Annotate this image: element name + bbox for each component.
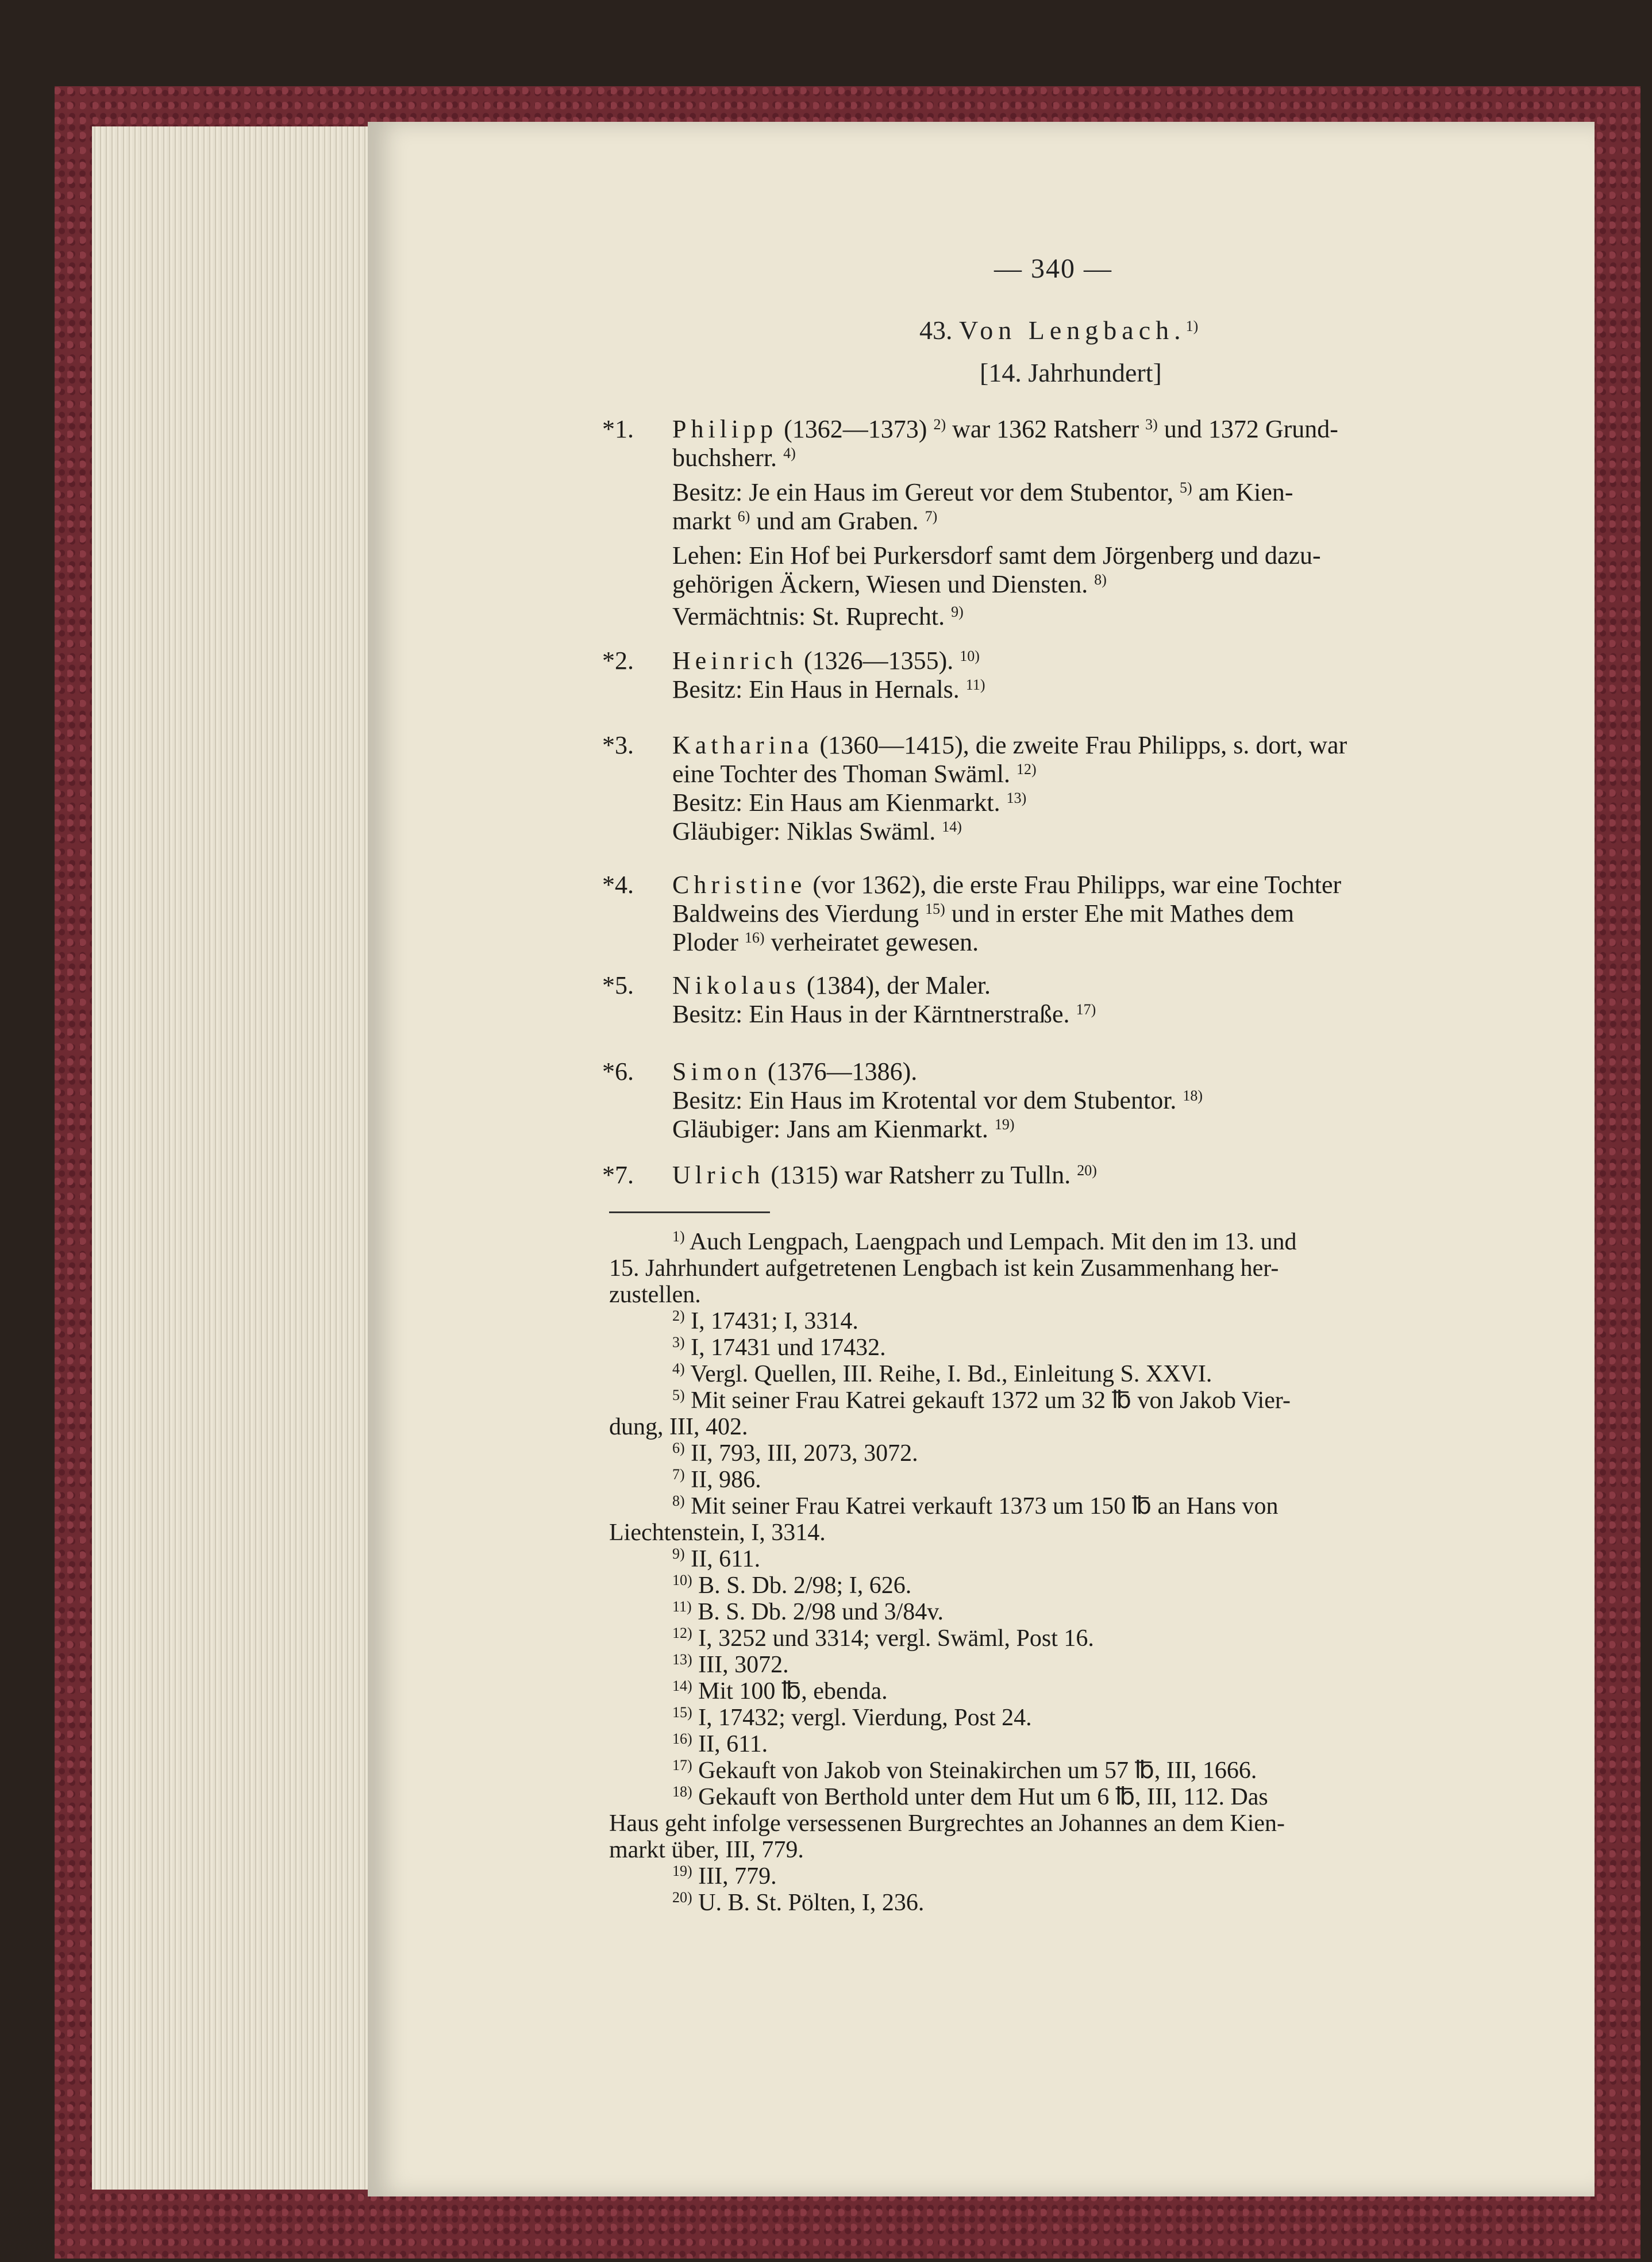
footnote-text: Mit seiner Frau Katrei gekauft 1372 um 32 ℔ von Jakob Vier- — [684, 1387, 1291, 1414]
footnote-number: 13) — [672, 1651, 692, 1668]
entry-text: (vor 1362), die erste Frau Philipps, war eine Tochter — [806, 871, 1342, 899]
entry-name: Katharina — [672, 731, 814, 759]
entry-text: gehörigen Äckern, Wiesen und Diensten. — [672, 570, 1088, 598]
footnote — [609, 1440, 1563, 1467]
footnote-continuation: zustellen. — [609, 1282, 701, 1308]
note-ref: 10) — [960, 648, 980, 664]
footnote-number: 8) — [672, 1492, 685, 1509]
footnote — [609, 1652, 1563, 1678]
footnote-text: III, 3072. — [692, 1652, 789, 1678]
entry-text: (1376—1386). — [761, 1057, 918, 1086]
entry-text: war 1362 Ratsherr — [946, 415, 1139, 443]
footnote-text: II, 793, III, 2073, 3072. — [684, 1440, 918, 1467]
entry-text: Besitz: Ein Haus am Kienmarkt. — [672, 788, 1000, 817]
heading-number: 43. — [919, 316, 953, 345]
note-ref: 12) — [1016, 761, 1037, 778]
entry-text: buchsherr. — [672, 444, 777, 472]
note-ref: 15) — [925, 901, 945, 917]
footnote — [609, 1863, 1563, 1890]
entry-text: und am Graben. — [750, 507, 919, 535]
note-ref: 4) — [783, 445, 796, 461]
footnote-text: Gekauft von Berthold unter dem Hut um 6 ℔, III, 112. Das — [692, 1784, 1268, 1810]
footnote-number: 20) — [672, 1889, 692, 1906]
footnote — [609, 1334, 1563, 1361]
footnote-continuation: markt über, III, 779. — [609, 1837, 804, 1863]
footnote-number: 7) — [672, 1466, 685, 1483]
heading-title: Von Lengbach. — [959, 316, 1186, 345]
entry-number: *7. — [602, 1161, 634, 1189]
entry-name: Ulrich — [672, 1161, 765, 1189]
footnote — [609, 1493, 1563, 1519]
footnote — [609, 1361, 1563, 1387]
footnote-text: B. S. Db. 2/98 und 3/84v. — [691, 1599, 944, 1625]
note-ref: 11) — [965, 676, 985, 693]
footnote — [609, 1599, 1563, 1625]
footnote — [609, 1572, 1563, 1599]
footnote-text: I, 17431 und 17432. — [684, 1334, 886, 1361]
entry-text: Ploder — [672, 928, 738, 956]
entry-text: Baldweins des Vierdung — [672, 899, 919, 928]
footnote-number: 6) — [672, 1440, 685, 1456]
entry-name: Nikolaus — [672, 971, 800, 999]
entry-name: Philipp — [672, 415, 778, 443]
footnote-number: 17) — [672, 1757, 692, 1774]
footnote — [609, 1678, 1563, 1705]
footnote-text: Mit seiner Frau Katrei verkauft 1373 um 150 ℔ an Hans von — [684, 1493, 1279, 1519]
entry-number: *5. — [602, 971, 634, 999]
entry-text: Gläubiger: Jans am Kienmarkt. — [672, 1115, 988, 1143]
footnote-text: III, 779. — [692, 1863, 777, 1890]
entry-text: (1384), der Maler. — [800, 971, 991, 999]
entry-text: (1360—1415), die zweite Frau Philipps, s. dort, war — [813, 731, 1347, 759]
footnote-text: II, 986. — [684, 1467, 761, 1493]
entry-simon — [592, 1057, 1563, 1144]
entry-nikolaus — [592, 971, 1563, 1029]
entry-text: und 1372 Grund- — [1157, 415, 1338, 443]
entry-text: markt — [672, 507, 731, 535]
footnote-continuation: Haus geht infolge versessenen Burgrechtes an Johannes an dem Kien- — [609, 1810, 1285, 1837]
entry-ulrich — [592, 1161, 1563, 1190]
section-heading — [919, 315, 1198, 345]
footnote — [609, 1387, 1563, 1414]
note-ref: 7) — [925, 508, 938, 525]
entry-text: (1326—1355). — [797, 647, 954, 675]
footnote-number: 5) — [672, 1387, 685, 1403]
entry-number: *1. — [602, 415, 634, 443]
footnote-text: Auch Lengpach, Laengpach und Lempach. Mit den im 13. und — [684, 1229, 1297, 1255]
note-ref: 5) — [1179, 479, 1192, 496]
footnote-text: I, 17432; vergl. Vierdung, Post 24. — [692, 1705, 1032, 1731]
footnote-number: 16) — [672, 1730, 692, 1747]
entry-text: Vermächtnis: St. Ruprecht. — [672, 602, 945, 630]
footnote-number: 14) — [672, 1678, 692, 1694]
entry-text: am Kien- — [1192, 478, 1293, 506]
footnote — [609, 1731, 1563, 1757]
entry-text: Lehen: Ein Hof bei Purkersdorf samt dem Jörgenberg und dazu- — [672, 541, 1321, 570]
entry-number: *3. — [602, 731, 634, 759]
note-ref: 17) — [1076, 1001, 1096, 1018]
footnote-number: 9) — [672, 1545, 685, 1562]
note-ref: 19) — [994, 1116, 1015, 1133]
footnote-text: U. B. St. Pölten, I, 236. — [692, 1890, 925, 1916]
footnote-text: Vergl. Quellen, III. Reihe, I. Bd., Einleitung S. XXVI. — [684, 1361, 1212, 1387]
entry-text: Besitz: Je ein Haus im Gereut vor dem Stubentor, — [672, 478, 1173, 506]
footnote — [609, 1546, 1563, 1572]
entry-text: (1362—1373) — [784, 415, 927, 443]
entry-text: Besitz: Ein Haus in Hernals. — [672, 675, 960, 703]
footnote — [609, 1705, 1563, 1731]
footnote-number: 1) — [672, 1228, 685, 1245]
footnote-text: B. S. Db. 2/98; I, 626. — [692, 1572, 912, 1599]
century-label: [14. Jahrhundert] — [980, 358, 1162, 387]
footnote-number: 18) — [672, 1783, 692, 1800]
footnote — [609, 1757, 1563, 1784]
note-ref: 2) — [933, 416, 946, 433]
footnote — [609, 1467, 1563, 1493]
footnote-text: Gekauft von Jakob von Steinakirchen um 57 ℔, III, 1666. — [692, 1757, 1257, 1784]
footnote-rule — [609, 1211, 770, 1213]
page-edges — [92, 126, 392, 2190]
note-ref: 18) — [1183, 1087, 1203, 1104]
heading-note: 1) — [1185, 318, 1199, 334]
entry-heinrich — [592, 647, 1563, 704]
footnote-continuation: Liechtenstein, I, 3314. — [609, 1519, 826, 1546]
entry-text: Besitz: Ein Haus im Krotental vor dem Stubentor. — [672, 1086, 1177, 1114]
entry-name: Heinrich — [672, 647, 798, 675]
entry-christine — [592, 871, 1563, 957]
entry-text: verheiratet gewesen. — [764, 928, 979, 956]
footnote-number: 12) — [672, 1625, 692, 1641]
entry-text: Gläubiger: Niklas Swäml. — [672, 817, 936, 845]
footnote-number: 2) — [672, 1307, 685, 1324]
footnotes — [609, 1229, 1563, 1916]
note-ref: 3) — [1145, 416, 1158, 433]
note-ref: 6) — [737, 508, 750, 525]
entry-text: (1315) war Ratsherr zu Tulln. — [764, 1161, 1071, 1189]
entry-philipp — [592, 415, 1563, 631]
footnote-number: 19) — [672, 1863, 692, 1879]
footnote-number: 15) — [672, 1704, 692, 1721]
footnote-text: II, 611. — [684, 1546, 761, 1572]
entry-number: *4. — [602, 871, 634, 899]
footnote-text: Mit 100 ℔, ebenda. — [692, 1678, 888, 1705]
footnote — [609, 1625, 1563, 1652]
footnote-number: 4) — [672, 1360, 685, 1377]
note-ref: 13) — [1006, 790, 1027, 806]
footnote-continuation: 15. Jahrhundert aufgetretenen Lengbach ist kein Zusammenhang her- — [609, 1255, 1279, 1282]
note-ref: 16) — [744, 929, 765, 946]
entry-text: und in erster Ehe mit Mathes dem — [945, 899, 1295, 928]
footnote-number: 3) — [672, 1334, 685, 1351]
footnote-text: I, 17431; I, 3314. — [684, 1308, 858, 1334]
note-ref: 14) — [942, 818, 962, 835]
footnote — [609, 1784, 1563, 1810]
note-ref: 20) — [1077, 1162, 1097, 1179]
entry-name: Simon — [672, 1057, 761, 1086]
entry-number: *6. — [602, 1057, 634, 1086]
note-ref: 9) — [951, 603, 964, 620]
footnote — [609, 1229, 1563, 1255]
footnote-text: II, 611. — [692, 1731, 768, 1757]
footnote — [609, 1308, 1563, 1334]
footnote — [609, 1890, 1563, 1916]
note-ref: 8) — [1094, 571, 1107, 588]
entry-text: eine Tochter des Thoman Swäml. — [672, 760, 1010, 788]
footnote-text: I, 3252 und 3314; vergl. Swäml, Post 16. — [692, 1625, 1094, 1652]
footnote-continuation: dung, III, 402. — [609, 1414, 748, 1440]
entry-name: Christine — [672, 871, 807, 899]
footnote-number: 10) — [672, 1572, 692, 1588]
entry-katharina — [592, 731, 1563, 846]
page-number: — 340 — — [994, 253, 1112, 284]
entry-number: *2. — [602, 647, 634, 675]
footnote-number: 11) — [672, 1598, 692, 1615]
entry-text: Besitz: Ein Haus in der Kärntnerstraße. — [672, 1000, 1070, 1028]
